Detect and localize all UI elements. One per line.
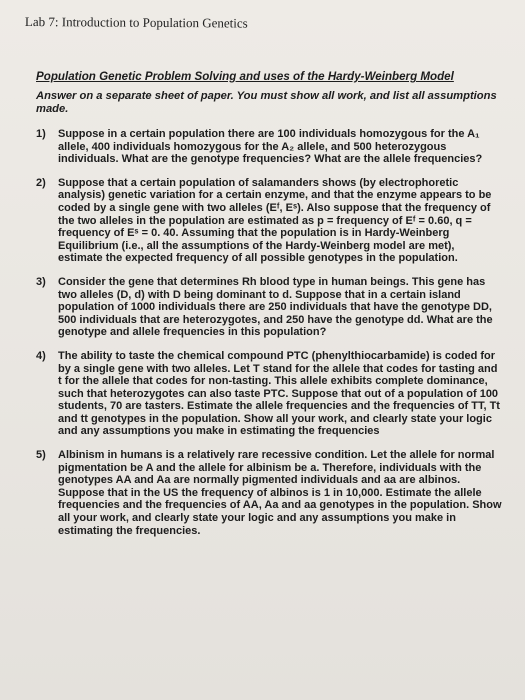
question-number: 1) xyxy=(36,128,46,140)
question-number: 4) xyxy=(36,349,46,362)
question-text: Suppose that a certain population of salamanders shows (by electrophoretic analysis) genetic variation for a certain enzyme, and that the enzyme appears to be coded by a single gene with two alleles (Eᶠ, Eˢ). Also suppose that the frequency of the two alleles in the population are estimated as p = frequency of Eᶠ = 0.60, q = frequency of Eˢ = 0. 40. Assuming that the population is in Hardy-Weinberg Equilibrium (i.e., all the assumptions of the Hardy-Weinberg model are met), estimate the expected frequency of all possible genotypes in the population. xyxy=(58,176,492,265)
question-5 xyxy=(36,449,502,537)
question-2 xyxy=(36,177,502,265)
question-number: 5) xyxy=(36,449,46,462)
question-4 xyxy=(36,350,502,438)
question-3 xyxy=(36,276,502,339)
question-text: Suppose in a certain population there are 100 individuals homozygous for the A₁ allele, 400 individuals homozygous for the A₂ allele, and 500 heterozygous individuals. What are the genotype frequencies? What are the allele frequencies? xyxy=(58,128,483,166)
question-text: Consider the gene that determines Rh blood type in human beings. This gene has two alleles (D, d) with D being dominant to d. Suppose that in a certain island population of 1000 individuals there are 250 individuals that have the genotype DD, 500 individuals that are heterozygotes, and 250 have the genotype dd. What are the genotype and allele frequencies in this population? xyxy=(58,275,493,339)
question-number: 3) xyxy=(36,275,46,288)
question-number: 2) xyxy=(36,176,46,189)
worksheet-content xyxy=(36,70,502,548)
instructions: Answer on a separate sheet of paper. You must show all work, and list all assumptions made. xyxy=(36,90,497,115)
question-text: Albinism in humans is a relatively rare recessive condition. Let the allele for normal pigmentation be A and the allele for albinism be a. Therefore, individuals with the genotypes AA and Aa are normally pigmented individuals and aa are albinos. Suppose that in the US the frequency of albinos is 1 in 10,000. Estimate the allele frequencies and the frequencies of AA, Aa and aa genotypes in the population. Show all your work, and clearly state your logic and any assumptions you make in estimating the frequencies. xyxy=(58,449,502,537)
question-text: The ability to taste the chemical compound PTC (phenylthiocarbamide) is coded for by a single gene with two alleles. Let T stand for the allele that codes for tasting and t for the allele that codes for non-tasting. This allele exhibits complete dominance, such that heterozygotes can also taste PTC. Suppose that out of a population of 100 students, 70 are tasters. Estimate the allele frequencies and the frequencies of TT, Tt and tt genotypes in the population. Show all your work, and clearly state your logic and any assumptions you make in estimating the frequencies xyxy=(58,349,500,438)
section-title: Population Genetic Problem Solving and uses of the Hardy-Weinberg Model xyxy=(36,70,454,83)
page-header: Lab 7: Introduction to Population Genetics xyxy=(24,14,248,31)
question-1 xyxy=(36,128,502,166)
